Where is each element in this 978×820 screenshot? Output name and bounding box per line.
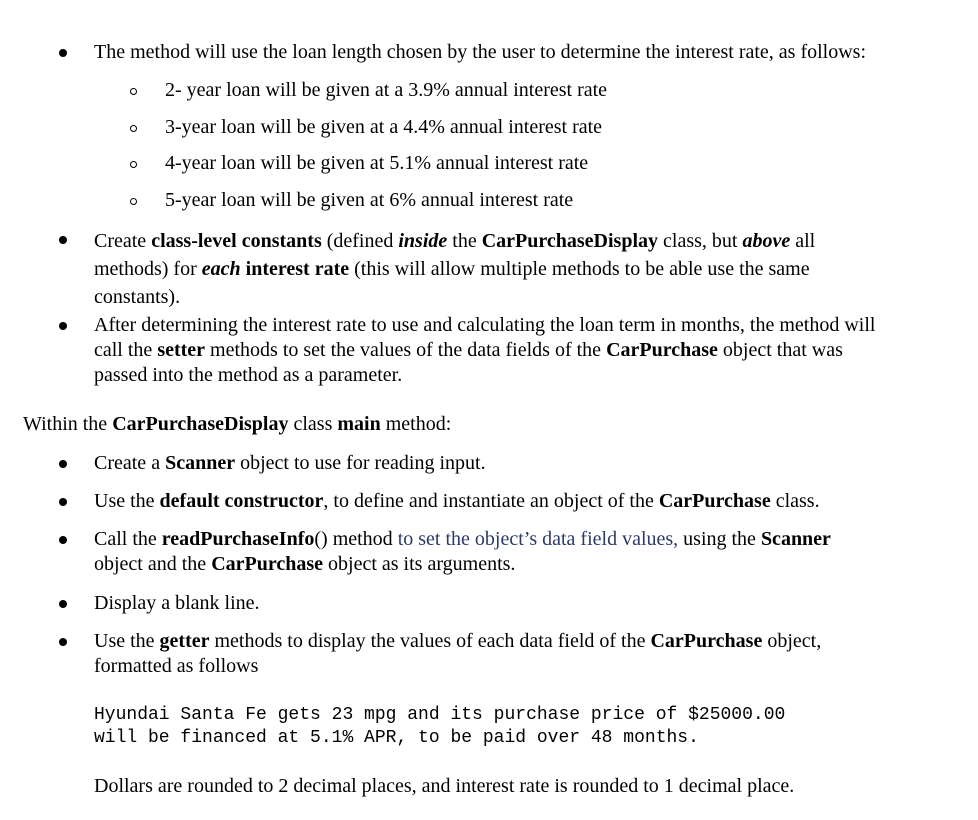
bullet-read-purchase-info: Call the readPurchaseInfo() method to set the object’s data field values, using the Scanner object and the CarPurchase object as its arguments.: [94, 528, 831, 575]
sub-bullet-circle: [130, 198, 137, 205]
bullet-dot: [59, 322, 67, 330]
bullet-dot: [59, 460, 67, 468]
bullet-dot: [59, 638, 67, 646]
sub-bullet-circle: [130, 88, 137, 95]
bullet-dot: [59, 49, 67, 57]
bullet-dot: [59, 498, 67, 506]
sub-bullet-circle: [130, 125, 137, 132]
sub-item-3yr: 3-year loan will be given at a 4.4% annual interest rate: [165, 116, 603, 138]
bullet-default-constructor: Use the default constructor, to define and instantiate an object of the CarPurchase class.: [94, 490, 820, 512]
bullet-dot: [59, 600, 67, 608]
bullet-class-constants: Create class-level constants (defined inside the CarPurchaseDisplay class, but above all methods) for each interest rate (this will allow multiple methods to be able use the same constants).: [94, 230, 816, 308]
bullet-interest-method: [94, 40, 948, 65]
bullet-getter-methods: Use the getter methods to display the values of each data field of the CarPurchase object, formatted as follows: [94, 630, 822, 677]
sub-bullet-circle: [130, 161, 137, 168]
sub-item-4yr: 4-year loan will be given at 5.1% annual interest rate: [165, 152, 589, 174]
bullet-dot: [59, 536, 67, 544]
bullet-dot: [59, 236, 67, 244]
bullet-create-scanner: Create a Scanner object to use for reading input.: [94, 452, 486, 474]
section-heading-main-method: Within the CarPurchaseDisplay class main method:: [23, 413, 452, 435]
sub-item-5yr: 5-year loan will be given at 6% annual interest rate: [165, 189, 574, 211]
bullet-setter-methods: After determining the interest rate to use and calculating the loan term in months, the method will call the setter methods to set the values of the data fields of the CarPurchase object that was passed into the method as a parameter.: [94, 314, 876, 386]
sub-item-2yr: 2- year loan will be given at a 3.9% annual interest rate: [165, 79, 608, 101]
code-line: Hyundai Santa Fe gets 23 mpg and its purchase price of $25000.00: [94, 705, 786, 725]
code-line: will be financed at 5.1% APR, to be paid over 48 months.: [94, 728, 699, 748]
bullet-text: The method will use the loan length chosen by the user to determine the interest rate, as follows:: [94, 41, 867, 63]
rounding-note: Dollars are rounded to 2 decimal places, and interest rate is rounded to 1 decimal place.: [94, 775, 795, 797]
bullet-blank-line: Display a blank line.: [94, 592, 260, 614]
